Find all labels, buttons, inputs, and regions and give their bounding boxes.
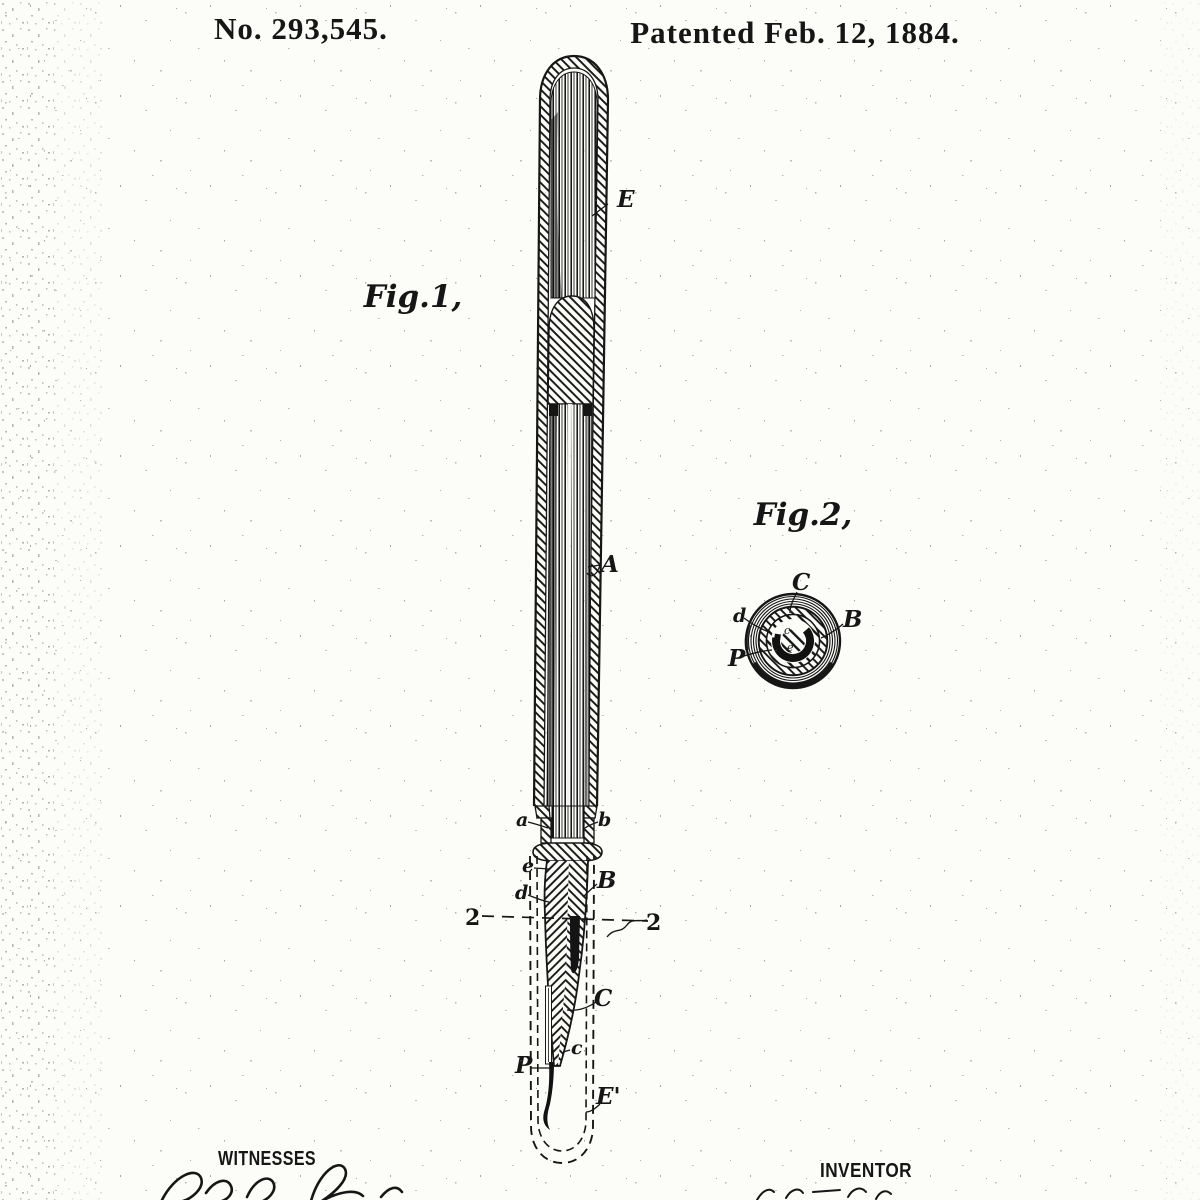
- fig2-label-C: C: [792, 569, 811, 596]
- fig1-label-2-right: 2: [646, 910, 662, 936]
- fig1-label-b: b: [598, 809, 612, 831]
- fig1-caption: Fig.1,: [363, 279, 463, 315]
- fig1-label-c: c: [571, 1037, 583, 1059]
- fig1-label-d: d: [515, 882, 529, 904]
- inventor-label: INVENTOR: [820, 1160, 913, 1182]
- fig1-label-e: e: [522, 855, 535, 877]
- witnesses-label: WITNESSES: [218, 1148, 316, 1170]
- fig1-label-C: C: [594, 985, 613, 1012]
- fig1-label-P: P: [515, 1052, 533, 1079]
- fig1-label-2-left: 2: [465, 905, 481, 931]
- patent-date: Patented Feb. 12, 1884.: [630, 15, 960, 50]
- fig2-label-inner-e: e: [787, 641, 794, 654]
- fig1-label-B: B: [597, 867, 617, 894]
- fig1-label-A: A: [601, 551, 619, 578]
- fig1-label-a: a: [516, 809, 529, 831]
- fig1-label-E: E: [617, 186, 635, 213]
- fig2-caption: Fig.2,: [753, 497, 853, 533]
- fig2-label-d: d: [733, 605, 747, 627]
- patent-number: No. 293,545.: [214, 11, 388, 46]
- fig1-label-E-prime: E': [596, 1083, 621, 1110]
- fig2-label-P: P: [728, 645, 746, 672]
- fig2-label-inner-c: c: [784, 624, 791, 637]
- fig2-label-B: B: [843, 606, 863, 633]
